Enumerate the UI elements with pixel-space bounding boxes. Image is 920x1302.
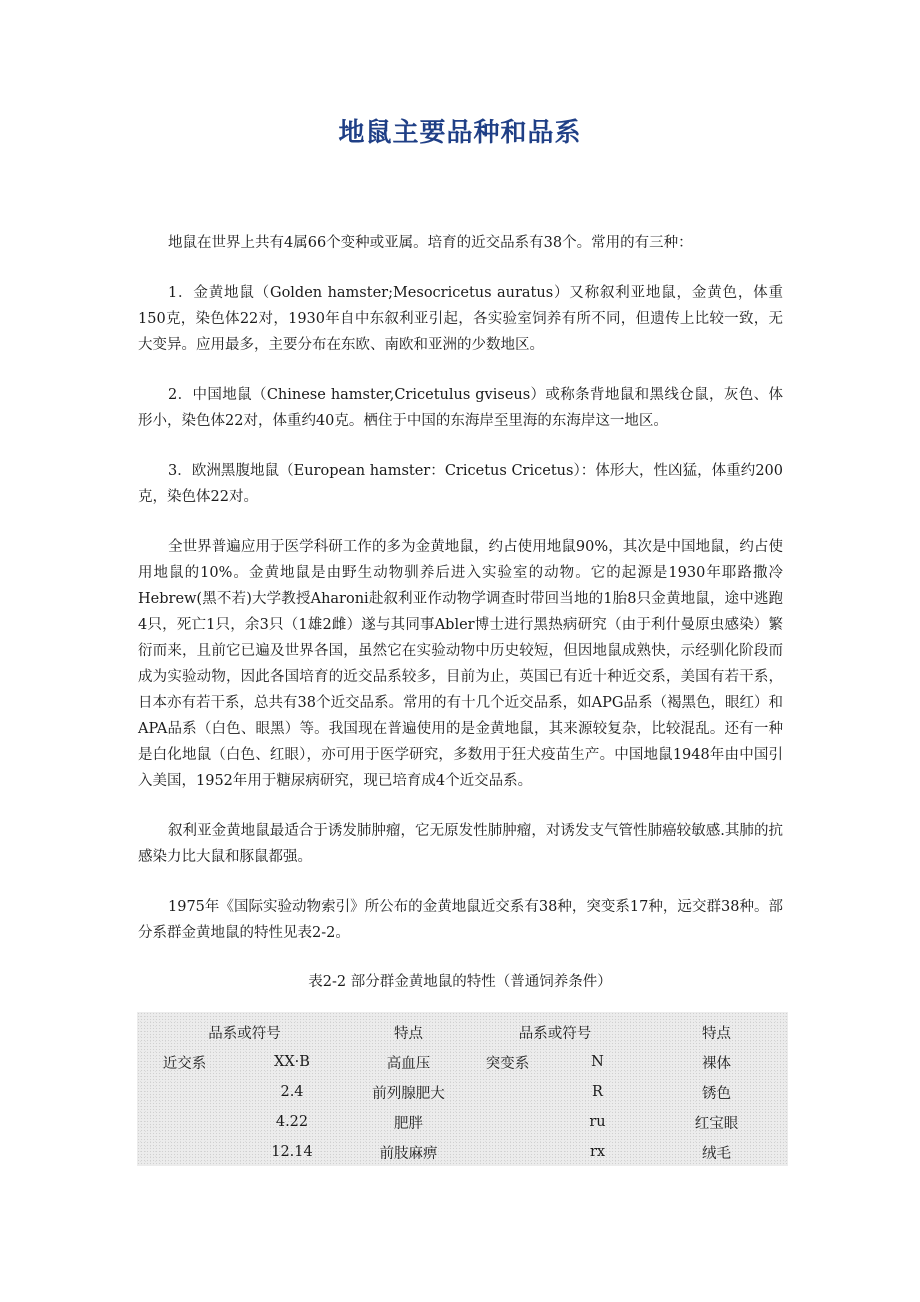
cell-trait-1: 前列腺肥大 (372, 1085, 445, 1102)
header-trait-2: 特点 (702, 1025, 731, 1042)
cell-code-1: XX·B (274, 1054, 310, 1070)
header-strain-2: 品系或符号 (518, 1025, 592, 1042)
table-row (137, 1047, 788, 1077)
paragraph-european-hamster: 3．欧洲黑腹地鼠（European hamster：Cricetus Cricetus）：体形大，性凶猛，体重约200克，染色体22对。 (138, 463, 783, 505)
traits-table (137, 1017, 788, 1167)
cell-code-2: R (592, 1084, 603, 1100)
cell-category-1 (137, 1077, 232, 1107)
cell-code-2: N (591, 1054, 604, 1070)
traits-table-container (137, 1012, 788, 1166)
paragraph-usage-history: 全世界普遍应用于医学科研工作的多为金黄地鼠，约占使用地鼠90%，其次是中国地鼠，约占使用地鼠的10%。金黄地鼠是由野生动物驯养后进入实验室的动物。它的起源是1930年耶路撒冷Hebrew(黑不若)大学教授Aharoni赴叙利亚作动物学调查时带回当地的1胎8只金黄地鼠，途中逃跑4只，死亡1只，余3只（1雄2雌）遂与其同事Abler博士进行黑热病研究（由于利什曼原虫感染）繁衍而来，且前它已遍及世界各国，虽然它在实验动物中历史较短，但因地鼠成熟快，示经驯化阶段而成为实验动物，因此各国培育的近交品系较多，目前为止，英国已有近十种近交系，美国有若干系，日本亦有若干系，总共有38个近交品系。常用的有十几个近交品系，如APG品系（褐黑色，眼红）和APA品系（白色、眼黑）等。我国现在普遍使用的是金黄地鼠，其来源较复杂，比较混乱。还有一种是白化地鼠（白色、红眼），亦可用于医学研究，多数用于狂犬疫苗生产。中国地鼠1948年由中国引入美国，1952年用于糖尿病研究，现已培育成4个近交品系。 (138, 539, 783, 789)
table-row (137, 1077, 788, 1107)
cell-category-1 (137, 1107, 232, 1137)
paragraph-golden-hamster: 1．金黄地鼠（Golden hamster;Mesocricetus auratus）又称叙利亚地鼠，金黄色，体重150克，染色体22对，1930年自中东叙利亚引起，各实验室饲养有所不同，但遗传上比较一致，无大变异。应用最多，主要分布在东欧、南欧和亚洲的少数地区。 (138, 285, 783, 353)
table-row (137, 1137, 788, 1167)
cell-code-1: 2.4 (280, 1084, 304, 1100)
paragraph-chinese-hamster: 2．中国地鼠（Chinese hamster,Cricetulus gviseus）或称条背地鼠和黑线仓鼠，灰色、体形小，染色体22对，体重约40克。栖住于中国的东海岸至里海的东海岸这一地区。 (138, 387, 783, 429)
cell-trait-2: 锈色 (702, 1085, 731, 1102)
cell-code-1: 4.22 (275, 1114, 309, 1130)
cell-trait-2: 裸体 (702, 1055, 731, 1072)
cell-trait-2: 绒毛 (702, 1145, 731, 1162)
cell-code-2: rx (589, 1144, 606, 1160)
table-row (137, 1107, 788, 1137)
cell-category-2 (465, 1137, 550, 1167)
page-title: 地鼠主要品种和品系 (338, 118, 582, 148)
cell-trait-1: 肥胖 (394, 1115, 423, 1132)
cell-category-2 (465, 1077, 550, 1107)
header-trait-1: 特点 (394, 1025, 423, 1042)
cell-code-1: 12.14 (271, 1144, 313, 1160)
cell-category-1: 近交系 (162, 1055, 207, 1072)
header-strain-1: 品系或符号 (208, 1025, 281, 1042)
cell-trait-2: 红宝眼 (694, 1115, 739, 1132)
cell-category-2 (465, 1107, 550, 1137)
table-header-row (137, 1017, 788, 1047)
cell-category-1 (137, 1137, 232, 1167)
paragraph-index-1975: 1975年《国际实验动物索引》所公布的金黄地鼠近交系有38种，突变系17种，远交群38种。部分系群金黄地鼠的特性见表2-2。 (138, 899, 783, 941)
paragraph-intro: 地鼠在世界上共有4属66个变种或亚属。培育的近交品系有38个。常用的有三种： (168, 235, 693, 251)
paragraph-tumor-research: 叙利亚金黄地鼠最适合于诱发肺肿瘤，它无原发性肺肿瘤，对诱发支气管性肺癌较敏感.其肺的抗感染力比大鼠和豚鼠都强。 (138, 823, 783, 865)
cell-trait-1: 前肢麻痹 (379, 1145, 438, 1162)
body-text (138, 230, 783, 970)
cell-trait-1: 高血压 (386, 1055, 431, 1072)
cell-code-2: ru (589, 1114, 606, 1130)
table-caption: 表2-2 部分群金黄地鼠的特性（普通饲养条件） (308, 974, 612, 990)
cell-category-2: 突变系 (485, 1055, 530, 1072)
